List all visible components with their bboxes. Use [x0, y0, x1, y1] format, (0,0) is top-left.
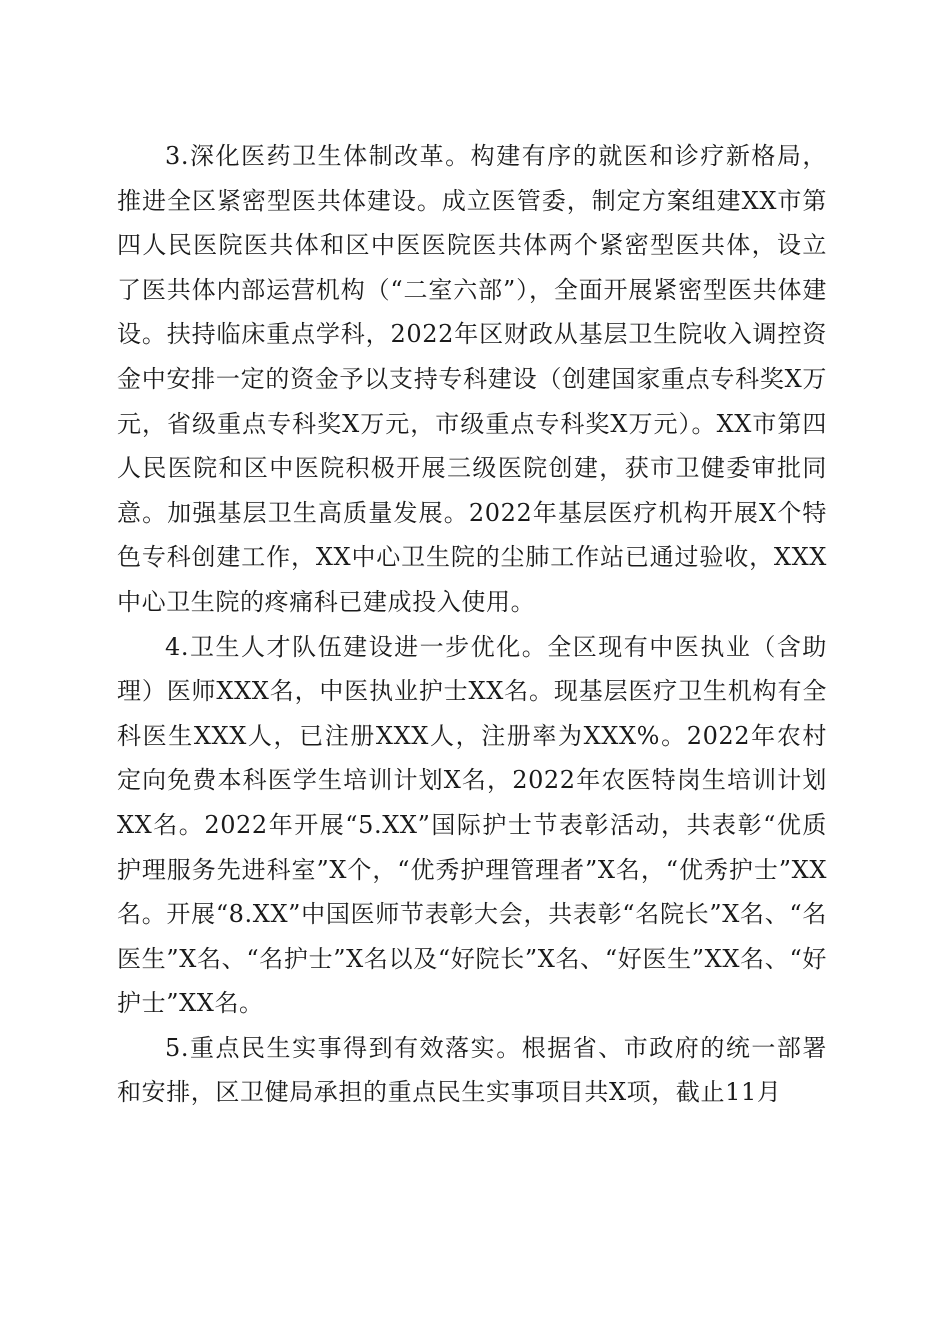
paragraph-livelihood-projects: 5.重点民生实事得到有效落实。根据省、市政府的统一部署和安排，区卫健局承担的重点民生实事项目共X项，截止11月 — [117, 1033, 827, 1107]
paragraph-medical-reform: 3.深化医药卫生体制改革。构建有序的就医和诊疗新格局，推进全区紧密型医共体建设。成立医管委，制定方案组建XX市第四人民医院医共体和区中医医院医共体两个紧密型医共体，设立了医共体内部运营机构（“二室六部”），全面开展紧密型医共体建设。扶持临床重点学科，2022年区财政从基层卫生院收入调控资金中安排一定的资金予以支持专科建设（创建国家重点专科奖X万元，省级重点专科奖X万元，市级重点专科奖X万元）。XX市第四人民医院和区中医院积极开展三级医院创建，获市卫健委审批同意。加强基层卫生高质量发展。2022年基层医疗机构开展X个特色专科创建工作，XX中心卫生院的尘肺工作站已通过验收，XXX中心卫生院的疼痛科已建成投入使用。 — [117, 142, 827, 616]
paragraph-health-talent: 4.卫生人才队伍建设进一步优化。全区现有中医执业（含助理）医师XXX名，中医执业护士XX名。现基层医疗卫生机构有全科医生XXX人，已注册XXX人，注册率为XXX%。2022年农村定向免费本科医学生培训计划X名，2022年农医特岗生培训计划XX名。2022年开展“5.XX”国际护士节表彰活动，共表彰“优质护理服务先进科室”X个，“优秀护理管理者”X名，“优秀护士”XX名。开展“8.XX”中国医师节表彰大会，共表彰“名院长”X名、“名医生”X名、“名护士”X名以及“好院长”X名、“好医生”XX名、“好护士”XX名。 — [117, 632, 827, 1018]
document-body — [117, 134, 827, 1115]
